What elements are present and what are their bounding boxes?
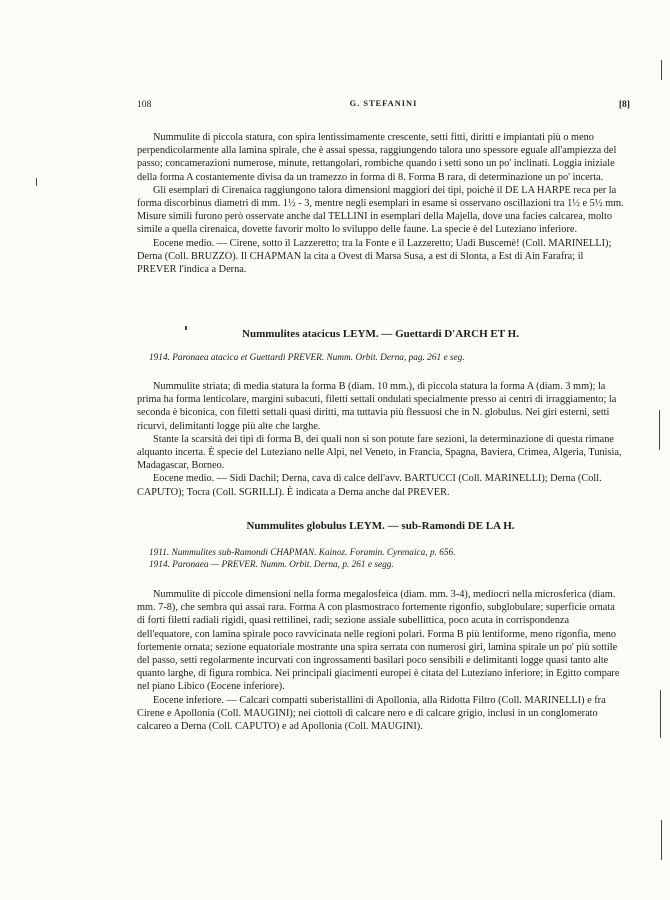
section-marker: [8] — [618, 99, 630, 110]
paragraph: Nummulite di piccola statura, con spira lentissimamente crescente, setti fitti, diritti e impiantati più o meno perpendicolarmente alla lamina spirale, che è assai spessa, raggiungendo talora uno spessore eguale all'ampiezza del passo; concamerazioni numerose, minute, rettangolari, rombiche quando i setti sono un po' inclinati. Loggia iniziale della forma A costantemente divisa da un tramezzo in forma di 8. Forma B rara, di determinazione un po' incerta. — [137, 132, 617, 183]
paragraph: Eocene inferiore. — Calcari compatti suberistallini di Apollonia, alla Ridotta Filtro (Coll. MARINELLI) e fra Cirene e Apollonia (Coll. MAUGINI); nei ciottoli di calcare nero e di calcare grigio, inclusi in un conglomerato calcareo a Derna (Coll. CAPUTO) e ad Apollonia (Coll. MAUGINI). — [137, 694, 606, 733]
paragraph: Eocene medio. — Sidi Dachil; Derna, cava di calce dell'avv. BARTUCCI (Coll. MARINELLI); Derna (Coll. CAPUTO); Tocra (Coll. SGRILLI). È indicata a Derna anche dal PREVER. — [137, 473, 602, 498]
running-header — [137, 99, 630, 113]
synonymy-entry: 1914. Paronaea — PREVER. Numm. Orbit. Derna, p. 261 e segg. — [149, 560, 394, 570]
species-title-atacicus: Nummulites atacicus LEYM. — Guettardi D'ARCH ET H. — [242, 328, 519, 340]
scan-edge-mark — [660, 690, 661, 738]
running-author: G. STEFANINI — [349, 99, 418, 108]
synonymy-entry: 1911. Nummulites sub-Ramondi CHAPMAN. Kainoz. Foramin. Cyrenaica, p. 656. — [149, 548, 456, 558]
page-number: 108 — [137, 99, 152, 110]
scan-edge-mark — [661, 820, 662, 860]
paragraph: Nummulite di piccole dimensioni nella forma megalosfeica (diam. mm. 3-4), mediocri nella microsferica (diam. mm. 7-8), che sembra qui assai rara. Forma A con plasmostraco fortemente rigonfio, subglobulare; superficie ornata di forti filetti radiali rigidi, quasi rettilinei, radi; sezione assiale subellittica, poco acuta in corrispondenza dell'equatore, con lamina spirale poco ravvicinata nelle regioni polari. Forma B più lentiforme, meno rigonfia, meno fortemente ornata; sezione equatoriale mostrante una spira serrata con numerosi giri, lamina spirale un po' più sottile del passo, setti regolarmente incurvati con ingrossamenti basilari poco sensibili e delimitanti logge quasi tanto alte quanto larghe, di figura rombica. Nei principali giacimenti europei è citata del Luteziano inferiore; in Egitto compare nel piano Libico (Eocene inferiore). — [137, 589, 620, 693]
description-block-2 — [137, 380, 624, 499]
scan-edge-mark — [659, 410, 660, 450]
description-block-3 — [137, 588, 624, 733]
species-title-globulus: Nummulites globulus LEYM. — sub-Ramondi DE LA H. — [246, 520, 515, 532]
paragraph: Eocene medio. — Cirene, sotto il Lazzeretto; tra la Fonte e il Lazzeretto; Uadi Buscemè! (Coll. MARINELLI); Derna (Coll. BRUZZO). Il CHAPMAN la cita a Ovest di Marsa Susa, a est di Slonta, a Est di Ain Farafra; il PREVER l'indica a Derna. — [137, 237, 612, 276]
scan-edge-mark — [661, 60, 662, 80]
scan-edge-mark — [36, 178, 37, 186]
scan-speck — [185, 326, 187, 330]
synonymy-list — [137, 352, 624, 364]
paragraph: Gli esemplari di Cirenaica raggiungono talora dimensioni maggiori dei tipi, poichè il DE LA HARPE reca per la forma discorbinus diametri di mm. 1½ - 3, mentre negli esemplari in esame si osservano oscillazioni tra 1½ e 5½ mm. Misure simili furono però osservate anche dal TELLINI in esemplari della Majella, dove una facies calcarea, molto simile a quella cirenaica, dovette favorir molto lo sviluppo delle faune. La specie è del Luteziano inferiore. — [137, 184, 624, 236]
paragraph: Stante la scarsità dei tipi di forma B, dei quali non si son potute fare sezioni, la determinazione di questa rimane alquanto incerta. È specie del Luteziano nelle Alpi, nel Veneto, in Francia, Spagna, Baviera, Crimea, Algeria, Tunisia, Madagascar, Borneo. — [137, 433, 622, 472]
synonymy-list — [137, 547, 624, 571]
paragraph: Nummulite striata; di media statura la forma B (diam. 10 mm.), di piccola statura la forma A (diam. 3 mm); la prima ha forma lenticolare, margini subacuti, filetti settali ondulati specialmente presso ai centri di irraggiamento; la seconda è biconica, con filetti settali quasi diritti, ma tuttavia più flessuosi che in N. globulus. Nei giri esterni, setti ricurvi, delimitanti logge più alte che larghe. — [137, 381, 617, 432]
description-block-1 — [137, 131, 624, 276]
synonymy-entry: 1914. Paronaea atacica et Guettardi PREVER. Numm. Orbit. Derna, pag. 261 e seg. — [149, 353, 465, 363]
